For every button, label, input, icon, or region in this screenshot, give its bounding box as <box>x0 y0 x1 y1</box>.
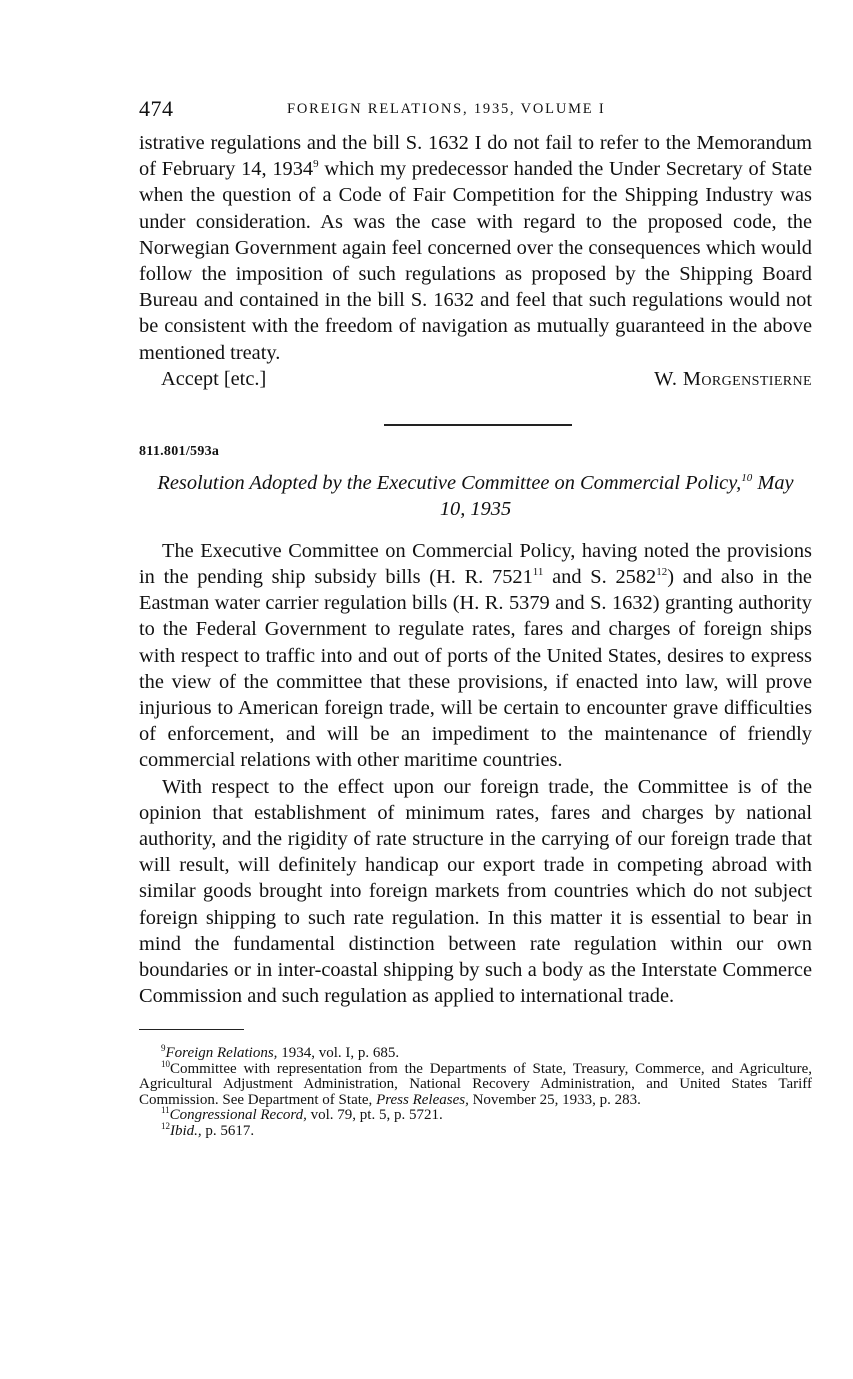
spacer <box>139 522 812 538</box>
footnote-text: Committee with representation from the Departments of State, Treasury, Commerce, and Agriculture, Agricultural Adjustment Administration, National Recovery Administration, and United States Tariff Commission. See Department of State, <box>139 1060 812 1108</box>
document-title <box>139 470 812 522</box>
paragraph1-part1: The Executive Committee on Commercial Policy, having noted the provisions in the pending ship subsidy bills (H. R. 7521 <box>139 539 812 589</box>
paragraph1-part2: and S. 2582 <box>543 566 657 589</box>
footnote-italic: Press Releases, <box>376 1091 469 1108</box>
footnote-ref-12[interactable]: 12 <box>656 566 668 579</box>
footnote-mark: 12 <box>161 1120 170 1131</box>
footnote-mark: 10 <box>161 1058 170 1069</box>
footnote-ref-11[interactable]: 11 <box>532 566 544 579</box>
signature: W. Morgenstierne <box>654 367 812 390</box>
running-head: FOREIGN RELATIONS, 1935, VOLUME I <box>287 101 606 117</box>
footnote-ref-10[interactable]: 10 <box>741 472 753 485</box>
footnote-ref-9[interactable]: 9 <box>313 158 319 171</box>
letter-text-part1: istrative regulations and the bill S. 1632 I do not fail to refer to the Memorandum of February 14, 1934 <box>139 132 812 181</box>
footnote-text: 1934, vol. I, p. 685. <box>277 1045 400 1062</box>
footnote-10 <box>139 1058 812 1109</box>
page-number: 474 <box>139 96 174 121</box>
footnotes <box>139 1043 812 1139</box>
footnote-9 <box>139 1043 812 1062</box>
footnote-text-after: November 25, 1933, p. 283. <box>468 1091 641 1108</box>
title-text-part1: Resolution Adopted by the Executive Committee on Commercial Policy, <box>157 471 742 494</box>
letter-continuation-paragraph <box>139 130 812 366</box>
file-number: 811.801/593a <box>139 443 220 459</box>
footnote-mark: 9 <box>161 1043 166 1054</box>
footnote-text: p. 5617. <box>201 1122 255 1139</box>
letter-closing <box>139 366 812 394</box>
title-text-part2: May 10, 1935 <box>439 471 794 520</box>
page-header <box>139 96 812 130</box>
paragraph1-part3: ) and also in the Eastman water carrier regulation bills (H. R. 5379 and S. 1632) granting authority to the Federal Government to regulate rates, fares and charges of foreign ships with respect to traffic into and out of ports of the United States, desires to express the view of the committee that these provisions, if enacted into law, will prove injurious to American foreign trade, will be certain to encounter grave difficulties of enforcement, and will be an impediment to the maintenance of friendly commercial relations with other maritime countries. <box>139 566 812 772</box>
document-page <box>139 96 812 1139</box>
footnote-italic: Congressional Record, <box>169 1107 307 1124</box>
resolution-paragraph-2: With respect to the effect upon our foreign trade, the Committee is of the opinion that establishment of minimum rates, fares and charges by national authority, and the rigidity of rate structure in the carrying of our foreign trade that will result, will definitely handicap our export trade in competing abroad with similar goods brought into foreign markets from countries which do not subject foreign shipping to such rate regulation. In this matter it is essential to bear in mind the fundamental distinction between rate regulation within our own boundaries or in inter-coastal shipping by such a body as the Interstate Commerce Commission and such regulation as applied to international trade. <box>139 775 812 1008</box>
footnote-11 <box>139 1105 812 1124</box>
footnote-divider <box>139 1029 244 1030</box>
footnote-12 <box>139 1120 812 1140</box>
footnote-text: vol. 79, pt. 5, p. 5721. <box>306 1107 443 1124</box>
footnote-italic: Foreign Relations, <box>165 1045 278 1062</box>
footnote-mark: 11 <box>161 1105 170 1116</box>
closing-phrase: Accept [etc.] <box>161 367 267 390</box>
resolution-paragraph-1 <box>139 538 812 774</box>
letter-text-part2: which my predecessor handed the Under Secretary of State when the question of a Code of Fair Competition for the Shipping Industry was under consideration. As was the case with regard to the proposed code, the Norwegian Government again feel concerned over the consequences which would follow the imposition of such regulations as proposed by the Shipping Board Bureau and contained in the bill S. 1632 and feel that such regulations would not be consistent with the freedom of navigation as mutually guaranteed in the above mentioned treaty. <box>139 158 813 364</box>
section-divider <box>384 424 572 426</box>
footnote-italic: Ibid., <box>170 1122 202 1139</box>
